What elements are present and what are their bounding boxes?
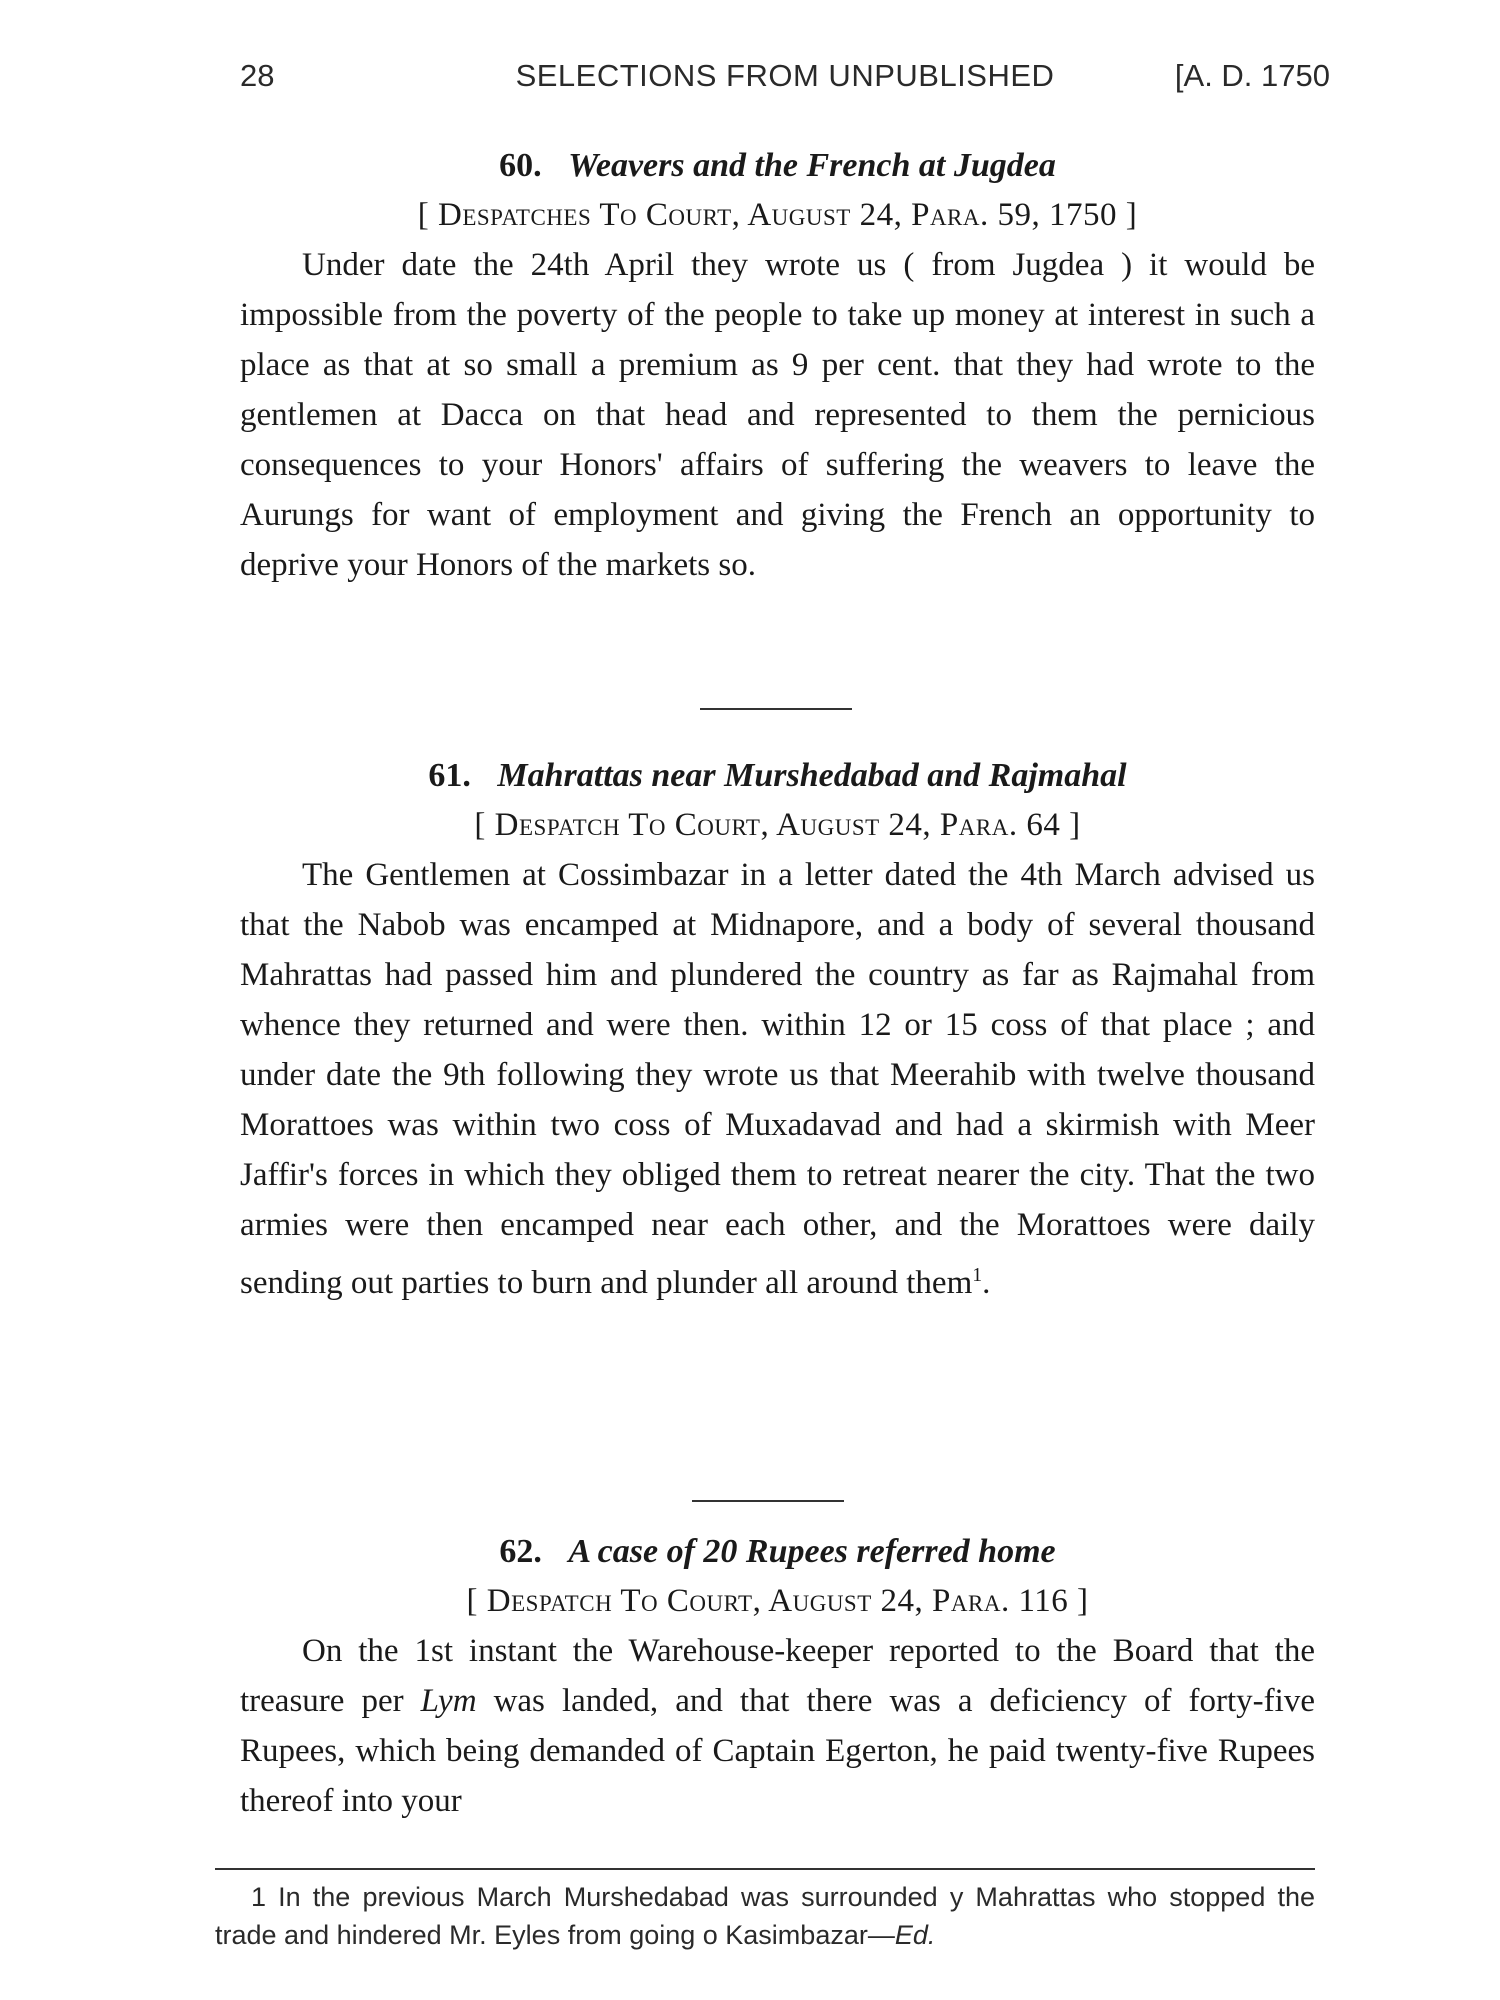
entry-title [240,142,1315,190]
entry-body-text-start: On the 1st instant the Warehouse-keeper reported to the Board that the treasure per [240,1633,1315,1719]
footnote [215,1878,1315,1954]
footnote-marker: 1 [251,1882,267,1912]
footnote-editor-mark: Ed. [894,1920,936,1950]
entry-number: 60. [499,147,542,184]
entry-number: 62. [499,1533,542,1570]
entry-title-text: A case of 20 Rupees referred home [568,1533,1056,1570]
entry-body-text-end: was landed, and that there was a deficiency of forty-five Rupees, which being demanded of Captain Egerton, he paid twenty-five Rupees thereof into your [240,1683,1315,1819]
page-number: 28 [240,58,275,93]
running-title: SELECTIONS FROM UNPUBLISHED [515,58,1055,93]
entry-source: [ Despatches To Court, August 24, Para. 59, 1750 ] [417,197,1138,233]
footnote-text: In the previous March Murshedabad was surrounded y Mahrattas who stopped the trade and hindered Mr. Eyles from going o Kasimbazar— [215,1882,1315,1950]
entry-title [240,752,1315,800]
entry-61 [240,752,1315,1308]
section-divider [692,1500,844,1502]
section-divider [700,708,852,710]
entry-body [240,1626,1315,1826]
entry-title [240,1528,1315,1576]
entry-title-text: Mahrattas near Murshedabad and Rajmahal [497,757,1127,794]
header-year: [A. D. 1750 [1174,58,1330,93]
entry-source: [ Despatch To Court, August 24, Para. 64 ] [474,807,1081,843]
page-header [240,58,1330,98]
entry-60 [240,142,1315,590]
entry-source: [ Despatch To Court, August 24, Para. 116 ] [466,1583,1089,1619]
entry-body: Under date the 24th April they wrote us ( from Jugdea ) it would be impossible from the poverty of the people to take up money at interest in such a place as that at so small a premium as 9 per cent. that they had wrote to the gentlemen at Dacca on that head and represented to them the pernicious consequences to your Honors' affairs of suffering the weavers to leave the Aurungs for want of employment and giving the French an opportunity to deprive your Honors of the markets so. [240,247,1315,583]
ship-name: Lym [420,1683,477,1719]
entry-number: 61. [428,757,471,794]
entry-62 [240,1528,1315,1826]
footnote-reference: 1 [972,1264,983,1286]
entry-body-text: The Gentlemen at Cossimbazar in a letter dated the 4th March advised us that the Nabob was encamped at Midnapore, and a body of several thousand Mahrattas had passed him and plundered the country as far as Rajmahal from whence they returned and were then. within 12 or 15 coss of that place ; and under date the 9th following they wrote us that Meerahib with twelve thousand Morattoes was within two coss of Muxadavad and had a skirmish with Meer Jaffir's forces in which they obliged them to retreat nearer the city. That the two armies were then encamped near each other, and the Morattoes were daily sending out parties to burn and plunder all around them [240,857,1315,1301]
entry-body: The Gentlemen at Cossimbazar in a letter dated the 4th March advised us that the Nabob was encamped at Midnapore, and a body of several thousand Mahrattas had passed him and plundered the country as far as Rajmahal from whence they returned and were then. within 12 or 15 coss of that place ; and under date the 9th following they wrote us that Meerahib with twelve thousand Morattoes was within two coss of Muxadavad and had a skirmish with Meer Jaffir's forces in which they obliged them to retreat nearer the city. That the two armies were then encamped near each other, and the Morattoes were daily sending out parties to burn and plunder all around them$^1$. [240,857,1315,1301]
entry-title-text: Weavers and the French at Jugdea [568,147,1056,184]
footnote-divider [215,1868,1315,1870]
